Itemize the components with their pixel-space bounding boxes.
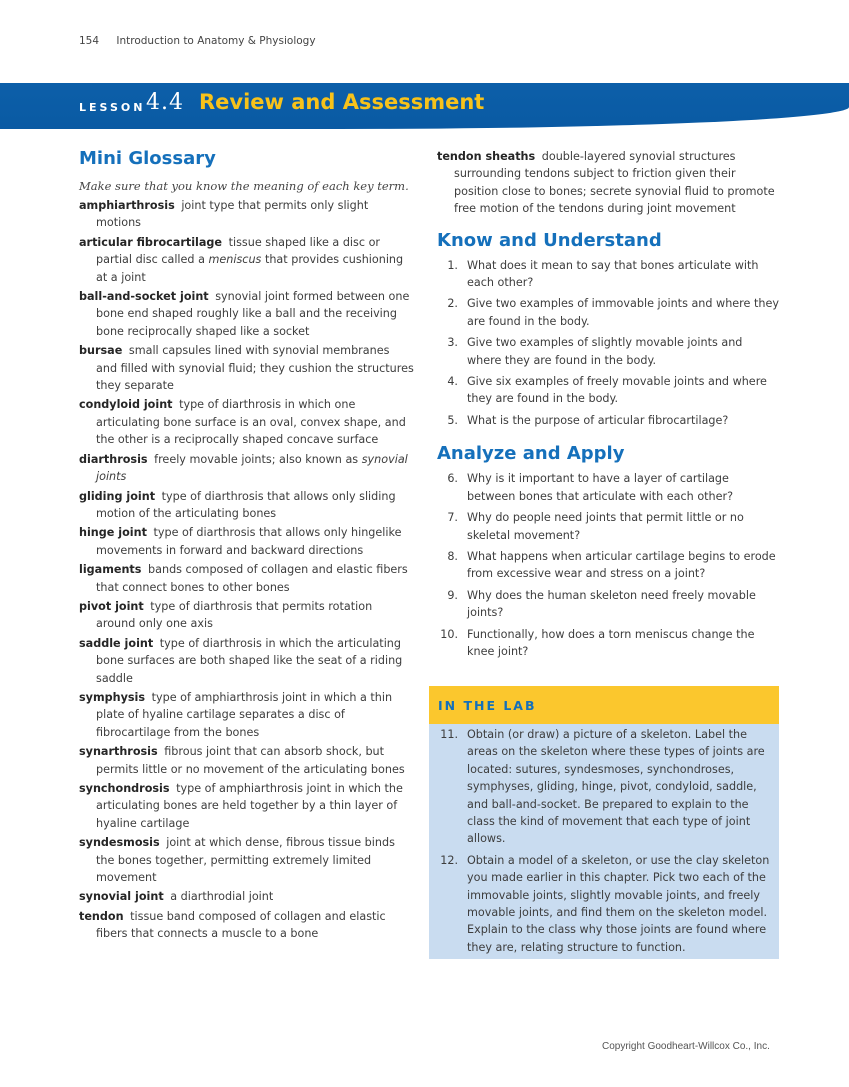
- question-text: Why does the human skeleton need freely movable joints?: [467, 588, 756, 620]
- glossary-entry: [437, 148, 779, 218]
- glossary-entry: [79, 635, 414, 687]
- question-item: [437, 587, 779, 622]
- question-text: What is the purpose of articular fibrocartilage?: [467, 413, 729, 427]
- glossary-definition: type of diarthrosis that permits rotation around only one axis: [96, 599, 373, 631]
- glossary-definition-italic: meniscus: [208, 253, 262, 267]
- glossary-list: [79, 197, 414, 943]
- in-the-lab-box: [429, 686, 779, 959]
- question-number: 5.: [447, 413, 458, 427]
- glossary-definition: type of diarthrosis that allows only sliding motion of the articulating bones: [96, 489, 396, 520]
- glossary-entry: [79, 197, 414, 232]
- glossary-entry: [79, 451, 414, 486]
- book-title: Introduction to Anatomy & Physiology: [116, 35, 316, 47]
- question-number: 7.: [447, 511, 458, 525]
- question-number: 10.: [440, 627, 458, 641]
- question-item: [437, 295, 779, 330]
- glossary-term: synchondrosis: [79, 782, 170, 795]
- question-item: [437, 548, 779, 583]
- question-text: Functionally, how does a torn meniscus change the knee joint?: [467, 627, 755, 658]
- question-text: Why do people need joints that permit little or no skeletal movement?: [467, 511, 744, 542]
- glossary-entry: [79, 488, 414, 523]
- glossary-term: symphysis: [79, 690, 146, 704]
- glossary-definition: joint type that permits only slight motions: [96, 199, 369, 230]
- glossary-term: synarthrosis: [79, 745, 158, 759]
- question-item: [437, 373, 779, 408]
- glossary-entry: [79, 689, 414, 741]
- glossary-definition: type of diarthrosis that allows only hingelike movements in forward and backward directions: [96, 526, 402, 557]
- question-number: 12.: [440, 853, 458, 867]
- question-item: [437, 509, 779, 544]
- glossary-term: bursae: [79, 344, 123, 358]
- question-number: 3.: [447, 336, 458, 350]
- right-column: [437, 148, 779, 664]
- glossary-term: gliding joint: [79, 489, 156, 503]
- in-the-lab-header: [429, 686, 779, 724]
- glossary-definition: freely movable joints; also known as: [154, 452, 362, 466]
- question-item: [437, 412, 779, 429]
- glossary-term: syndesmosis: [79, 836, 160, 850]
- question-number: 2.: [447, 297, 458, 311]
- glossary-term: ligaments: [79, 563, 142, 577]
- question-number: 9.: [447, 588, 458, 602]
- glossary-term: ball-and-socket joint: [79, 290, 209, 304]
- glossary-definition: double-layered synovial structures surrounding tendons subject to friction given their position close to bones; secrete synovial fluid to promote free motion of the tendons during joint movement: [454, 150, 775, 216]
- question-text: Give two examples of immovable joints and where they are found in the body.: [467, 297, 779, 328]
- glossary-term: saddle joint: [79, 636, 154, 650]
- glossary-entry: [79, 524, 414, 559]
- glossary-definition-italic: synovial joints: [96, 452, 408, 484]
- glossary-definition: that provides cushioning at a joint: [96, 253, 404, 284]
- page-number: 154: [79, 35, 100, 47]
- glossary-definition: tissue band composed of collagen and elastic fibers that connects a muscle to a bone: [96, 909, 386, 941]
- glossary-term: hinge joint: [79, 526, 147, 540]
- glossary-entry: [79, 908, 414, 943]
- glossary-entry: [79, 780, 414, 832]
- glossary-entry: [79, 598, 414, 633]
- glossary-definition: small capsules lined with synovial membranes and filled with synovial fluid; they cushion the structures they separate: [96, 344, 414, 393]
- glossary-term: synovial joint: [79, 890, 164, 904]
- glossary-entry: [79, 743, 414, 778]
- question-text: What happens when articular cartilage begins to erode from excessive wear and stress on a joint?: [467, 549, 776, 581]
- glossary-term: tendon: [79, 909, 124, 923]
- glossary-term: pivot joint: [79, 599, 144, 613]
- lesson-title: Review and Assessment: [199, 90, 485, 114]
- glossary-definition: type of diarthrosis in which the articulating bone surfaces are both shaped like the seat of a riding saddle: [96, 636, 403, 685]
- running-head: [79, 35, 316, 47]
- glossary-term: condyloid joint: [79, 398, 173, 412]
- question-text: Obtain (or draw) a picture of a skeleton. Label the areas on the skeleton where these types of joints are located: sutures, syndesmoses, synchondroses, symphyses, gliding, hinge, pivot, condyloid, saddle, and ball-and-socket. Be prepared to explain to the class the kind of movement that each type of joint allows.: [467, 728, 765, 846]
- glossary-definition: type of amphiarthrosis joint in which a thin plate of hyaline cartilage separates a disc of fibrocartilage from the bones: [96, 690, 393, 739]
- question-number: 11.: [440, 728, 458, 741]
- in-the-lab-heading: IN THE LAB: [438, 698, 537, 713]
- glossary-entry: [79, 234, 414, 286]
- glossary-term: diarthrosis: [79, 452, 148, 466]
- lesson-banner: [0, 83, 849, 129]
- question-item: [437, 626, 779, 661]
- question-item: [437, 852, 771, 956]
- glossary-entry: [79, 888, 414, 905]
- question-text: Give two examples of slightly movable joints and where they are found in the body.: [467, 336, 743, 367]
- question-item: [437, 334, 779, 369]
- glossary-definition: synovial joint formed between one bone end shaped roughly like a ball and the receiving bone reciprocally shaped like a socket: [96, 290, 410, 338]
- question-text: What does it mean to say that bones articulate with each other?: [467, 258, 759, 290]
- glossary-term: amphiarthrosis: [79, 199, 175, 212]
- glossary-intro: Make sure that you know the meaning of each key term.: [79, 179, 409, 193]
- glossary-list-continued: [437, 148, 779, 218]
- left-column: [79, 146, 414, 945]
- glossary-term: tendon sheaths: [437, 150, 536, 163]
- question-item: [437, 470, 779, 505]
- know-understand-questions: [437, 257, 779, 430]
- glossary-entry: [79, 561, 414, 596]
- question-item: [437, 257, 779, 292]
- glossary-definition: type of amphiarthrosis joint in which the articulating bones are held together by a thin layer of hyaline cartilage: [96, 782, 403, 830]
- question-text: Why is it important to have a layer of cartilage between bones that articulate with each other?: [467, 472, 734, 503]
- glossary-definition: type of diarthrosis in which one articulating bone surface is an oval, convex shape, and the other is a reciprocally shaped concave surface: [96, 398, 406, 447]
- question-number: 4.: [447, 375, 458, 389]
- glossary-definition: tissue shaped like a disc or partial disc called a: [96, 235, 381, 267]
- glossary-entry: [79, 288, 414, 340]
- glossary-definition: fibrous joint that can absorb shock, but permits little or no movement of the articulating bones: [96, 745, 405, 776]
- glossary-entry: [79, 396, 414, 448]
- question-text: Obtain a model of a skeleton, or use the clay skeleton you made earlier in this chapter. Pick two each of the immovable joints, slightly movable joints, and freely movable joints, and find them on the skeleton model. Explain to the class why those joints are found where they are, relating structure to function.: [467, 853, 770, 954]
- question-item: [437, 726, 771, 848]
- lesson-label: LESSON: [79, 101, 146, 114]
- glossary-heading: Mini Glossary: [79, 148, 216, 169]
- glossary-definition: bands composed of collagen and elastic fibers that connect bones to other bones: [96, 563, 408, 594]
- question-number: 6.: [447, 472, 458, 486]
- question-text: Give six examples of freely movable joints and where they are found in the body.: [467, 375, 767, 406]
- glossary-term: articular fibrocartilage: [79, 235, 223, 249]
- glossary-entry: [79, 342, 414, 394]
- lesson-number: 4.4: [146, 90, 184, 115]
- question-number: 8.: [447, 549, 458, 563]
- in-the-lab-questions: [437, 726, 771, 956]
- glossary-definition: a diarthrodial joint: [170, 890, 274, 904]
- glossary-entry: [79, 834, 414, 886]
- know-understand-heading: Know and Understand: [437, 229, 662, 251]
- glossary-definition: joint at which dense, fibrous tissue binds the bones together, permitting extremely limited movement: [96, 836, 395, 885]
- analyze-apply-questions: [437, 470, 779, 660]
- question-number: 1.: [447, 258, 458, 272]
- copyright: Copyright Goodheart-Willcox Co., Inc.: [602, 1041, 770, 1052]
- analyze-apply-heading: Analyze and Apply: [437, 443, 625, 465]
